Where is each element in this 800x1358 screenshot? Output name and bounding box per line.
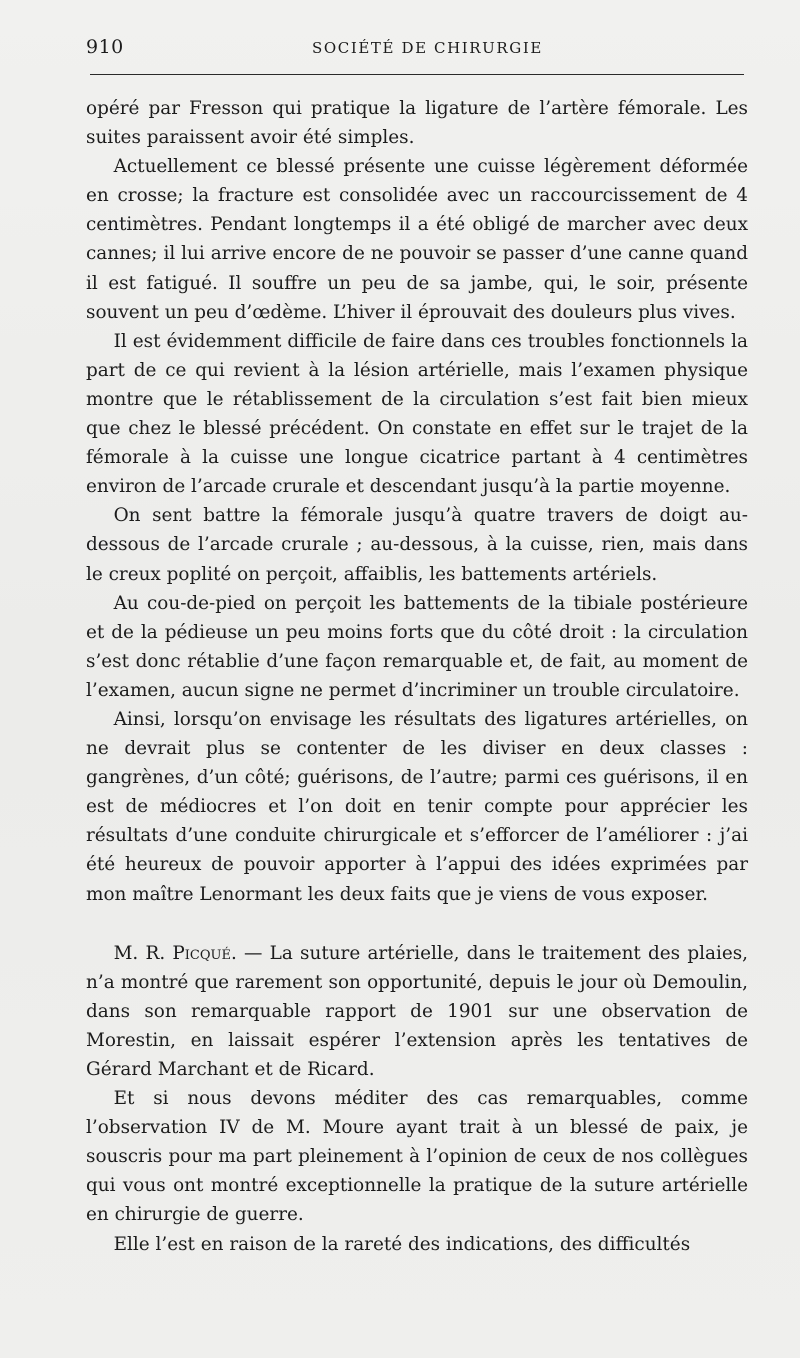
speaker-dash: — <box>236 942 270 964</box>
page-header <box>86 30 746 64</box>
paragraph: Actuellement ce blessé présente une cuisse légèrement déformée en crosse; la fracture est consolidée avec un raccourcissement de 4 centimètres. Pendant longtemps il a été obligé de marcher avec deux cannes; il lui arrive encore de ne pouvoir se passer d’une canne quand il est fatigué. Il souffre un peu de sa jambe, qui, le soir, présente souvent un peu d’œdème. L’hiver il éprouvait des douleurs plus vives. <box>86 156 748 323</box>
section-gap <box>86 909 748 939</box>
header-rule <box>90 74 744 75</box>
speech-paragraph <box>86 939 748 1084</box>
paragraph: opéré par Fresson qui pratique la ligature de l’artère fémorale. Les suites paraissent avoir été simples. <box>86 98 748 149</box>
page-number: 910 <box>86 36 124 58</box>
paragraph: Elle l’est en raison de la rareté des indications, des difficultés <box>113 1233 691 1255</box>
paragraph: Il est évidemment difficile de faire dans ces troubles fonctionnels la part de ce qui revient à la lésion artérielle, mais l’examen physique montre que le rétablissement de la circulation s’est fait bien mieux que chez le blessé précédent. On constate en effet sur le trajet de la fémorale à la cuisse une longue cicatrice partant à 4 centimètres environ de l’arcade crurale et descendant jusqu’à la partie moyenne. <box>86 330 748 498</box>
paragraph: Et si nous devons méditer des cas remarquables, comme l’observation IV de M. Moure ayant trait à un blessé de paix, je souscris pour ma part pleinement à l’opinion de ceux de nos collègues qui vous ont montré exceptionnelle la pratique de la suture artérielle en chirurgie de guerre. <box>86 1088 748 1226</box>
running-title: SOCIÉTÉ DE CHIRURGIE <box>312 39 543 57</box>
paragraph: On sent battre la fémorale jusqu’à quatre travers de doigt au-dessous de l’arcade crurale ; au-dessous, à la cuisse, rien, mais dans le creux poplité on perçoit, affaiblis, les battements artériels. <box>86 505 748 585</box>
paragraph: Ainsi, lorsqu’on envisage les résultats des ligatures artérielles, on ne devrait plus se contenter de les diviser en deux classes : gangrènes, d’un côté; guérisons, de l’autre; parmi ces guérisons, il en est de médiocres et l’on doit en tenir compte pour apprécier les résultats d’une conduite chirurgicale et s’efforcer de l’améliorer : j’ai été heureux de pouvoir apporter à l’appui des idées exprimées par mon maître Lenormant les deux faits que je viens de vous exposer. <box>86 708 748 905</box>
speech-text: La suture artérielle, dans le traitement des plaies, n’a montré que rarement son opportunité, depuis le jour où Demoulin, dans son remarquable rapport de 1901 sur une observation de Morestin, en laissait espérer l’extension après les tentatives de Gérard Marchant et de Ricard. <box>86 942 748 1080</box>
body-text <box>86 94 748 1259</box>
paragraph: Au cou-de-pied on perçoit les battements de la tibiale postérieure et de la pédieuse un peu moins forts que du côté droit : la circulation s’est donc rétablie d’une façon remarquable et, de fait, au moment de l’examen, aucun signe ne permet d’incriminer un trouble circulatoire. <box>86 592 748 701</box>
speaker-name: M. R. Picqué. <box>113 942 237 964</box>
